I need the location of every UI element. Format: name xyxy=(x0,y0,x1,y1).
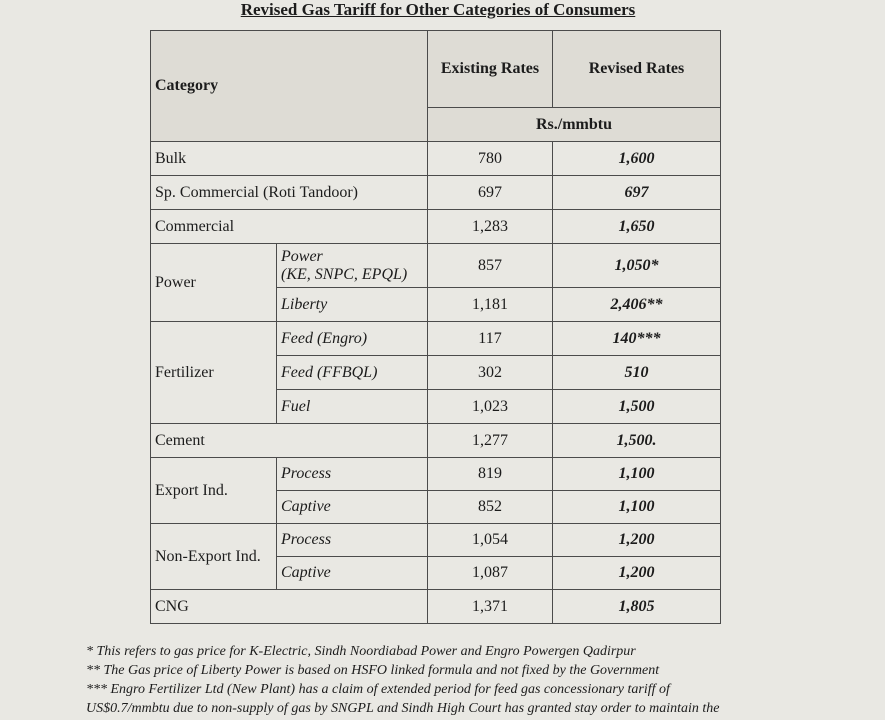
existing-rate: 1,087 xyxy=(428,557,553,590)
revised-rate: 140*** xyxy=(553,322,721,356)
sub-label-non-export-captive: Captive xyxy=(277,557,428,590)
table-row xyxy=(151,176,721,210)
revised-rate: 1,500. xyxy=(553,424,721,458)
footnotes xyxy=(86,642,876,718)
header-unit: Rs./mmbtu xyxy=(428,108,721,142)
row-label-non-export-ind: Non-Export Ind. xyxy=(151,524,277,590)
sub-label-feed-ffbql: Feed (FFBQL) xyxy=(277,356,428,390)
revised-rate: 1,500 xyxy=(553,390,721,424)
footnote-triple-star: *** Engro Fertilizer Ltd (New Plant) has a claim of extended period for feed gas concessionary tariff of xyxy=(86,682,670,697)
revised-rate: 1,805 xyxy=(553,590,721,624)
row-label-power: Power xyxy=(151,244,277,322)
sub-label-power-ke: Power (KE, SNPC, EPQL) xyxy=(277,244,428,288)
existing-rate: 117 xyxy=(428,322,553,356)
revised-rate: 1,200 xyxy=(553,524,721,557)
existing-rate: 1,181 xyxy=(428,288,553,322)
row-label-export-ind: Export Ind. xyxy=(151,458,277,524)
existing-rate: 697 xyxy=(428,176,553,210)
document-title: Revised Gas Tariff for Other Categories of Consumers xyxy=(240,0,636,19)
row-label-cng: CNG xyxy=(151,590,428,624)
existing-rate: 819 xyxy=(428,458,553,491)
table-row xyxy=(151,244,721,288)
table-row xyxy=(151,322,721,356)
existing-rate: 302 xyxy=(428,356,553,390)
header-revised-rates: Revised Rates xyxy=(553,31,721,108)
row-label-cement: Cement xyxy=(151,424,428,458)
existing-rate: 852 xyxy=(428,491,553,524)
sub-label-export-process: Process xyxy=(277,458,428,491)
existing-rate: 1,283 xyxy=(428,210,553,244)
revised-rate: 1,600 xyxy=(553,142,721,176)
sub-label-liberty: Liberty xyxy=(277,288,428,322)
table-row xyxy=(151,210,721,244)
sub-label-feed-engro: Feed (Engro) xyxy=(277,322,428,356)
existing-rate: 1,054 xyxy=(428,524,553,557)
table-row xyxy=(151,424,721,458)
footnote-single-star: * This refers to gas price for K-Electric, Sindh Noordiabad Power and Engro Powergen Qadirpur xyxy=(86,644,636,659)
header-existing-rates: Existing Rates xyxy=(428,31,553,108)
sub-label-non-export-process: Process xyxy=(277,524,428,557)
header-category: Category xyxy=(151,31,428,142)
existing-rate: 857 xyxy=(428,244,553,288)
existing-rate: 1,277 xyxy=(428,424,553,458)
row-label-fertilizer: Fertilizer xyxy=(151,322,277,424)
table-row xyxy=(151,142,721,176)
tariff-table xyxy=(150,30,721,624)
revised-rate: 1,100 xyxy=(553,491,721,524)
revised-rate: 510 xyxy=(553,356,721,390)
footnote-continuation: US$0.7/mmbtu due to non-supply of gas by SNGPL and Sindh High Court has granted stay order to maintain the xyxy=(86,701,720,716)
revised-rate: 1,200 xyxy=(553,557,721,590)
existing-rate: 1,023 xyxy=(428,390,553,424)
existing-rate: 1,371 xyxy=(428,590,553,624)
revised-rate: 1,050* xyxy=(553,244,721,288)
sub-label-export-captive: Captive xyxy=(277,491,428,524)
table-row xyxy=(151,590,721,624)
row-label-sp-commercial: Sp. Commercial (Roti Tandoor) xyxy=(151,176,428,210)
revised-rate: 1,100 xyxy=(553,458,721,491)
table-row xyxy=(151,524,721,557)
existing-rate: 780 xyxy=(428,142,553,176)
revised-rate: 697 xyxy=(553,176,721,210)
table-row xyxy=(151,458,721,491)
revised-rate: 2,406** xyxy=(553,288,721,322)
row-label-bulk: Bulk xyxy=(151,142,428,176)
footnote-double-star: ** The Gas price of Liberty Power is based on HSFO linked formula and not fixed by the Government xyxy=(86,663,660,678)
revised-rate: 1,650 xyxy=(553,210,721,244)
row-label-commercial: Commercial xyxy=(151,210,428,244)
sub-label-fuel: Fuel xyxy=(277,390,428,424)
